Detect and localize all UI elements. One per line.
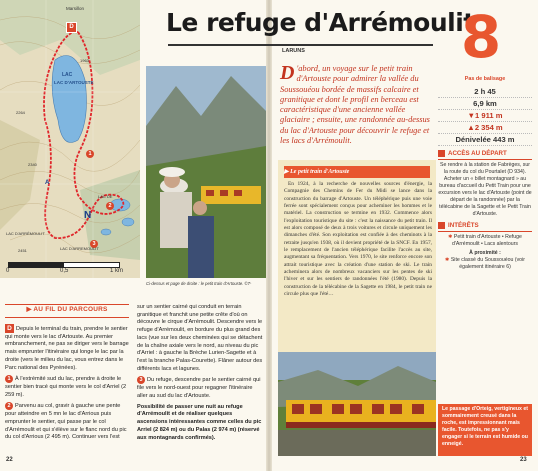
- map-elevation-1: 1963: [80, 58, 89, 63]
- step-marker-2: 2: [5, 402, 13, 410]
- interest-rule: [438, 231, 532, 232]
- info-box-text: [284, 181, 432, 299]
- map-elevation-4: 2451: [18, 248, 27, 253]
- chevron-right-icon: ▶: [284, 169, 291, 175]
- route-step-2: [5, 402, 131, 442]
- map-label-lac-de: LAC DE: [98, 194, 113, 199]
- step-marker-3: 3: [137, 376, 145, 384]
- map-label-marsillon: Marsillon: [66, 6, 85, 11]
- title-rule: [168, 44, 433, 46]
- hikers-photo: [146, 66, 266, 278]
- map-scale: [2, 262, 128, 274]
- step-marker-d: D: [5, 324, 14, 333]
- train-photo: [278, 352, 436, 456]
- info-box-title-text: Le petit train d'Artouste: [290, 169, 350, 175]
- chevron-right-icon: ▶: [26, 306, 34, 313]
- info-box-title: [284, 168, 430, 175]
- page-subtitle: LARUNS: [282, 48, 305, 54]
- map-label-lac-arremoulit-2: LAC D'ARREMOULIT: [60, 246, 99, 251]
- route-map: [0, 0, 140, 278]
- info-box-paragraph: En 1924, à la recherche de nouvelles sources d'énergie, la Compagnie des Chemins de Fer du Midi se lance dans la construction du barrage d'Artouste. Un téléphérique puis une voie ferrée sont spécialement conçus pour acheminer les hommes et le matériel. La construction se termine en 1932. Commence alors l'exploitation touristique du site : c'est la naissance du petit train. Il est alors composé de deux à trois voitures et circule uniquement les dimanches d'été. Son exploitation est confiée à des cheminots à la retraite jusqu'en 1938, où il devient propriété de la SNCF. En 1957, le remplacement de l'ancien téléphérique facilite l'accès au site, augmentant sa fréquentation. Vers 1970, le site renforce encore son attrait touristique avec la création d'une station de ski. Le train acheminera alors de nombreux vacanciers sur les pentes de ski l'hiver et sur les sentiers de randonnées l'été (1980). Depuis la construction de la télécabine de la Sagette en 1984, le petit train ne circule plus que l'été…: [284, 181, 432, 298]
- route-column-1: [5, 324, 131, 445]
- step-marker-1: 1: [5, 375, 13, 383]
- section-title: [5, 305, 129, 313]
- route-step-2-cont: sur un sentier cairné qui conduit en terrain granitique et franchit une petite crête d'où on découvre le cirque d'Arrémoulit. Descendre vers le refuge d'Arrémoulit, en bordure du plus grand des lacs (vue sur les deux cheminées qui se détachent de la chaîne axiale vers le nord, au niveau du pic d'Arriel : à gauche la Brèche Lurien-Sagette et à l'est la branche Palas-Courette). Flâner autour des différents lacs et lagunes.: [137, 304, 263, 372]
- square-bullet-icon: [438, 222, 445, 229]
- route-step-2-text: Parvenu au col, gravir à gauche une pente pour atteindre en 5 mn le lac d'Arrious puis emprunter le sentier, qui passe par le col d'Arrémoulit et qui s'élève sur le flanc nord du pic du col d'Arrious (2 495 m). Continuer vers l'est: [5, 403, 127, 441]
- route-step-1: [5, 375, 131, 399]
- intro-dropcap: D: [280, 62, 295, 84]
- start-marker: D: [66, 22, 77, 33]
- page-gutter: [266, 0, 272, 471]
- access-text: Se rendre à la station de Fabrèges, sur la route du col du Pourtalet (D 934). Acheter un « billet montagnard » au bureau d'accueil du Petit Train pour une excursion vers le lac d'Artouste (point de départ de la randonnée) par la télécabine de la Sagette et le Petit Train d'Artouste.: [438, 162, 532, 218]
- route-option-note: Possibilité de passer une nuit au refuge d'Arrémoulit et de réaliser quelques ascensions intéressantes comme celles du pic Arriel (2 824 m) ou du Palas (2 974 m) (réservé aux montagnards confirmés).: [137, 403, 262, 441]
- star-icon: ✱: [448, 234, 454, 241]
- interest-text: [438, 234, 532, 248]
- square-bullet-icon: [438, 150, 445, 157]
- route-number: 8: [460, 3, 502, 71]
- scale-label-half: 0,5: [60, 268, 69, 274]
- proximity-body: Site classé du Soussouéou (voir également itinéraire 6): [450, 257, 525, 271]
- route-step-1-text: À l'extrémité sud du lac, prendre à droite le sentier bien tracé qui monte vers le col d'Arriel (2 259 m).: [5, 376, 127, 398]
- interest-body: Petit train d'Artouste • Refuge d'Arrémoulit • Lacs alentours: [452, 234, 522, 248]
- photo-caption: Ci-dessus et page de droite : le petit train d'Artouste. ©T-: [146, 281, 252, 286]
- duration-value: 2 h 45: [438, 86, 532, 98]
- star-icon: ✱: [445, 257, 451, 264]
- map-marker-a: A: [45, 180, 50, 186]
- distance-value: 6,9 km: [438, 98, 532, 110]
- map-elevation-3: 2340: [28, 162, 37, 167]
- scale-label-0: 0: [6, 268, 10, 274]
- intro-text: [280, 64, 430, 146]
- route-step-3-text: Du refuge, descendre par le sentier cairné qui file vers le nord-ouest pour regagner l'itinéraire aller au sud du lac d'Artouste.: [137, 377, 261, 399]
- route-step-start-text: Depuis le terminal du train, prendre le sentier qui monte vers le lac d'Artouste. Au premier embranchement, ne pas se diriger vers le barrage mais emprunter l'itinéraire qui longe le lac par la droite (vers le milieu du lac, vous entrez dans le Parc national des Pyrénées).: [5, 326, 129, 371]
- route-point-1: 1: [86, 150, 94, 158]
- map-label-lac: LAC: [62, 72, 73, 78]
- route-point-3: 3: [90, 240, 98, 248]
- page-number-left: 22: [6, 457, 13, 463]
- access-heading: [438, 150, 532, 157]
- altitude-max: ▲2 354 m: [438, 122, 532, 134]
- side-panel: [438, 76, 532, 271]
- warning-box: Le passage d'Orteig, vertigineux et sommairement creusé dans la roche, est impressionnant mais facile. Toutefois, ne pas s'y engager si le terrain est humide ou enneigé.: [438, 404, 532, 456]
- map-north-marker: N: [84, 210, 92, 221]
- section-title-text: AU FIL DU PARCOURS: [33, 306, 108, 313]
- route-column-2: [137, 304, 263, 445]
- page-number-right: 23: [520, 457, 527, 463]
- interest-title: INTÉRÊTS: [448, 222, 479, 230]
- route-point-2: 2: [106, 202, 114, 210]
- intro-body: 'abord, un voyage sur le petit train d'Artouste pour admirer la vallée du Soussouéou bordée de massifs calcaire et granitique et dont le profil en berceau est caractéristique d'une ancienne vallée glaciaire ; ensuite, une randonnée au-dessus du lac d'Artouste pour découvrir le refuge et les lacs d'Arrémoulit.: [280, 64, 430, 145]
- route-step-start: [5, 324, 131, 372]
- access-rule: [438, 159, 532, 160]
- route-step-3: [137, 376, 263, 400]
- interest-heading: [438, 222, 532, 229]
- marking-label: Pas de balisage: [464, 76, 506, 82]
- map-elevation-2: 2264: [16, 110, 25, 115]
- altitude-min: ▼1 911 m: [438, 110, 532, 122]
- elevation-gain: Dénivelée 443 m: [438, 134, 532, 146]
- scale-label-km: 1 km: [110, 268, 124, 274]
- proximity-text: [438, 257, 532, 271]
- access-title: ACCÈS AU DÉPART: [448, 150, 507, 157]
- map-label-lac-artouste: LAC D'ARTOUSTE: [54, 80, 94, 85]
- page-title: Le refuge d'Arrémoulit: [166, 8, 475, 37]
- proximity-label: À proximité :: [469, 250, 501, 257]
- map-label-lac-arremoulit: LAC D'ARRÉMOULIT: [6, 231, 45, 236]
